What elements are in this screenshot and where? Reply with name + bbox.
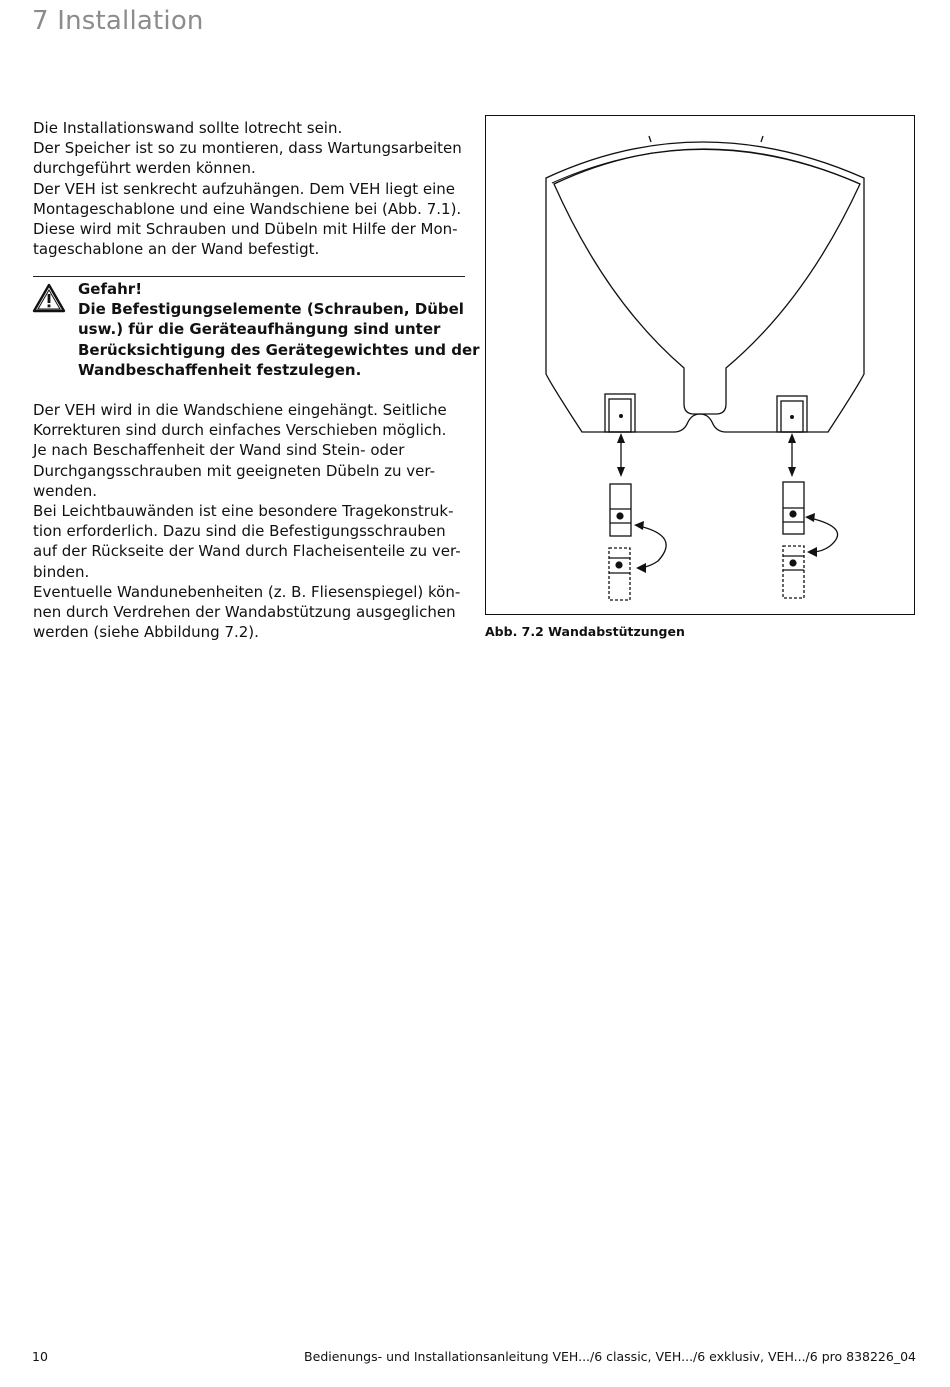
text-line: wenden. — [33, 481, 98, 500]
wall-support-drawing — [486, 116, 916, 616]
text-line: usw.) für die Geräteaufhängung sind unter — [78, 320, 441, 339]
figure-wall-supports — [485, 115, 915, 615]
text-line: Eventuelle Wandunebenheiten (z. B. Fliesenspiegel) kön- — [33, 582, 461, 601]
right-support-dashed — [783, 546, 804, 598]
text-line: nen durch Verdrehen der Wandabstützung ausgeglichen — [33, 603, 456, 622]
text-line: Wandbeschaffenheit festzulegen. — [78, 360, 362, 379]
body-paragraph — [33, 400, 469, 642]
left-support-solid — [610, 484, 631, 536]
warning-heading: Gefahr! — [78, 280, 143, 298]
text-line: Durchgangsschrauben mit geeigneten Dübeln zu ver- — [33, 461, 436, 480]
text-line: Die Installationswand sollte lotrecht sein. — [33, 119, 343, 137]
footer-document-title: Bedienungs- und Installationsanleitung VEH.../6 classic, VEH.../6 exklusiv, VEH.../6 pro 838226_04 — [304, 1349, 916, 1364]
text-line: tion erforderlich. Dazu sind die Befestigungsschrauben — [33, 522, 446, 541]
text-line: Bei Leichtbauwänden ist eine besondere Tragekonstruk- — [33, 502, 454, 521]
text-line: auf der Rückseite der Wand durch Flacheisenteile zu ver- — [33, 542, 461, 561]
page-number: 10 — [32, 1349, 48, 1364]
text-line: Korrekturen sind durch einfaches Verschieben möglich. — [33, 421, 447, 440]
figure-caption: Abb. 7.2 Wandabstützungen — [485, 624, 685, 639]
text-line: Der VEH wird in die Wandschiene eingehängt. Seitliche — [33, 401, 447, 419]
top-seam — [649, 136, 763, 142]
text-line: Je nach Beschaffenheit der Wand sind Stein- oder — [33, 441, 405, 460]
section-title: 7 Installation — [32, 6, 204, 36]
warning-divider — [33, 276, 465, 277]
text-line: Berücksichtigung des Gerätegewichtes und der — [78, 340, 480, 359]
text-line: Die Befestigungselemente (Schrauben, Dübel — [78, 300, 464, 319]
heater-outline — [546, 142, 864, 432]
intro-paragraph — [33, 118, 469, 259]
warning-triangle-icon — [32, 283, 66, 313]
text-line: Der Speicher ist so zu montieren, dass Wartungsarbeiten — [33, 139, 462, 158]
tank-inner-outline — [554, 149, 860, 414]
text-line: durchgeführt werden können. — [33, 159, 256, 178]
left-rotate-arrow — [639, 526, 666, 568]
left-support-dashed — [609, 548, 630, 600]
text-line: Der VEH ist senkrecht aufzuhängen. Dem VEH liegt eine — [33, 179, 456, 198]
text-line: binden. — [33, 562, 90, 581]
text-line: Diese wird mit Schrauben und Dübeln mit Hilfe der Mon- — [33, 220, 458, 239]
text-line: werden (siehe Abbildung 7.2). — [33, 623, 259, 642]
warning-text — [78, 279, 480, 380]
text-line: Montageschablone und eine Wandschiene bei (Abb. 7.1). — [33, 199, 462, 218]
right-rotate-arrow — [810, 518, 838, 552]
text-line: tageschablone an der Wand befestigt. — [33, 240, 320, 259]
